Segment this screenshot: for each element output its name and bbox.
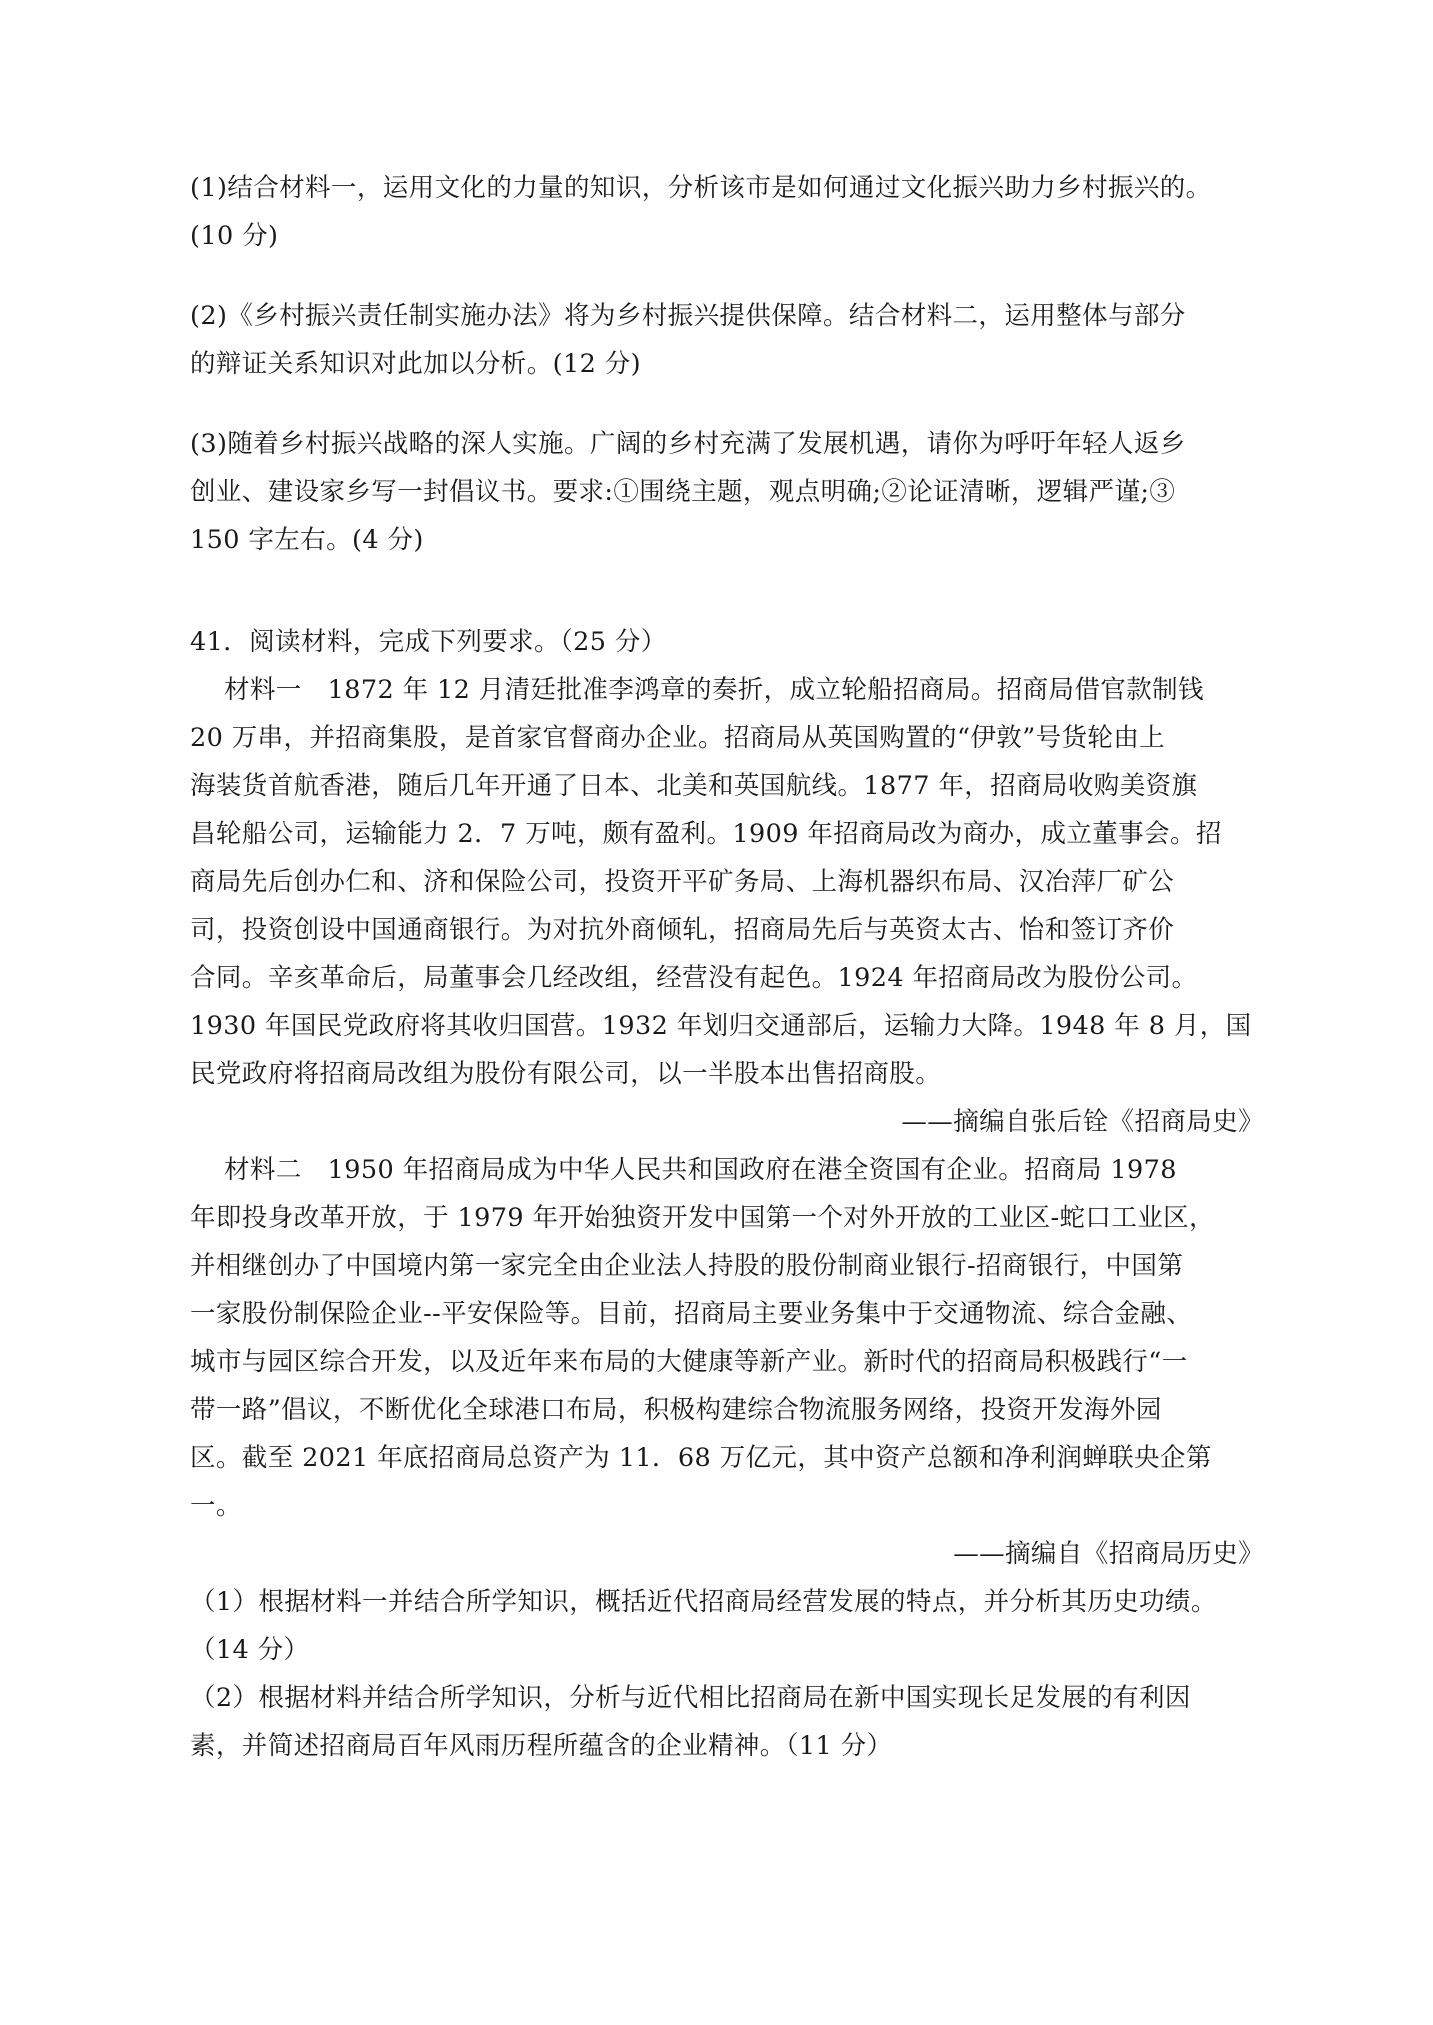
text-line: 年即投身改革开放，于 1979 年开始独资开发中国第一个对外开放的工业区-蛇口工业区， — [190, 1203, 1215, 1233]
text-line: 材料一 1872 年 12 月清廷批准李鸿章的奏折，成立轮船招商局。招商局借官款制钱 — [224, 675, 1204, 705]
text-line: 的辩证关系知识对此加以分析。(12 分) — [190, 349, 641, 379]
text-line: 带一路”倡议，不断优化全球港口布局，积极构建综合物流服务网络，投资开发海外园 — [190, 1395, 1162, 1425]
material-two — [190, 1146, 1270, 1578]
text-line: （14 分） — [190, 1635, 310, 1665]
text-line: （1）根据材料一并结合所学知识，概括近代招商局经营发展的特点，并分析其历史功绩。 — [190, 1587, 1217, 1617]
text-line: (2)《乡村振兴责任制实施办法》将为乡村振兴提供保障。结合材料二，运用整体与部分 — [190, 301, 1186, 331]
question-40-2 — [190, 292, 1270, 388]
text-line: (1)结合材料一，运用文化的力量的知识，分析该市是如何通过文化振兴助力乡村振兴的。 — [190, 173, 1212, 203]
text-line: 海装货首航香港，随后几年开通了日本、北美和英国航线。1877 年，招商局收购美资旗 — [190, 771, 1198, 801]
text-line: （2）根据材料并结合所学知识，分析与近代相比招商局在新中国实现长足发展的有利因 — [190, 1683, 1191, 1713]
text-line: 创业、建设家乡写一封倡议书。要求:①围绕主题，观点明确;②论证清晰，逻辑严谨;③ — [190, 477, 1176, 507]
text-line: 商局先后创办仁和、济和保险公司，投资开平矿务局、上海机器织布局、汉冶萍厂矿公 — [190, 867, 1175, 897]
material-two-source: ——摘编自《招商局历史》 — [953, 1539, 1264, 1569]
text-line: 20 万串，并招商集股，是首家官督商办企业。招商局从英国购置的“伊敦”号货轮由上 — [190, 723, 1166, 753]
text-line: 1930 年国民党政府将其收归国营。1932 年划归交通部后，运输力大降。1948 年 8 月，国 — [190, 1011, 1252, 1041]
question-40-1 — [190, 164, 1270, 260]
question-41-2 — [190, 1674, 1270, 1770]
text-line: 民党政府将招商局改组为股份有限公司，以一半股本出售招商股。 — [190, 1059, 942, 1089]
text-line: 150 字左右。(4 分) — [190, 525, 424, 555]
text-line: 区。截至 2021 年底招商局总资产为 11．68 万亿元，其中资产总额和净利润蝉联央企第 — [190, 1443, 1212, 1473]
material-one — [190, 666, 1270, 1146]
question-40-3 — [190, 420, 1270, 564]
text-line: 昌轮船公司，运输能力 2．7 万吨，颇有盈利。1909 年招商局改为商办，成立董事会。招 — [190, 819, 1222, 849]
question-41 — [190, 618, 1270, 1770]
text-line: (10 分) — [190, 221, 279, 251]
question-41-1 — [190, 1578, 1270, 1674]
text-line: 城市与园区综合开发，以及近年来布局的大健康等新产业。新时代的招商局积极践行“一 — [190, 1347, 1188, 1377]
text-line: 司，投资创设中国通商银行。为对抗外商倾轧，招商局先后与英资太古、怡和签订齐价 — [190, 915, 1175, 945]
text-line: (3)随着乡村振兴战略的深人实施。广阔的乡村充满了发展机遇，请你为呼吁年轻人返乡 — [190, 429, 1186, 459]
text-line: 材料二 1950 年招商局成为中华人民共和国政府在港全资国有企业。招商局 1978 — [224, 1155, 1177, 1185]
question-41-title: 41．阅读材料，完成下列要求。（25 分） — [190, 627, 667, 657]
text-line: 并相继创办了中国境内第一家完全由企业法人持股的股份制商业银行-招商银行，中国第 — [190, 1251, 1184, 1281]
text-line: 一。 — [190, 1491, 242, 1521]
text-line: 一家股份制保险企业--平安保险等。目前，招商局主要业务集中于交通物流、综合金融、 — [190, 1299, 1193, 1329]
text-line: 素，并简述招商局百年风雨历程所蕴含的企业精神。（11 分） — [190, 1731, 893, 1761]
text-line: 合同。辛亥革命后，局董事会几经改组，经营没有起色。1924 年招商局改为股份公司。 — [190, 963, 1198, 993]
material-one-source: ——摘编自张后铨《招商局史》 — [901, 1107, 1264, 1137]
